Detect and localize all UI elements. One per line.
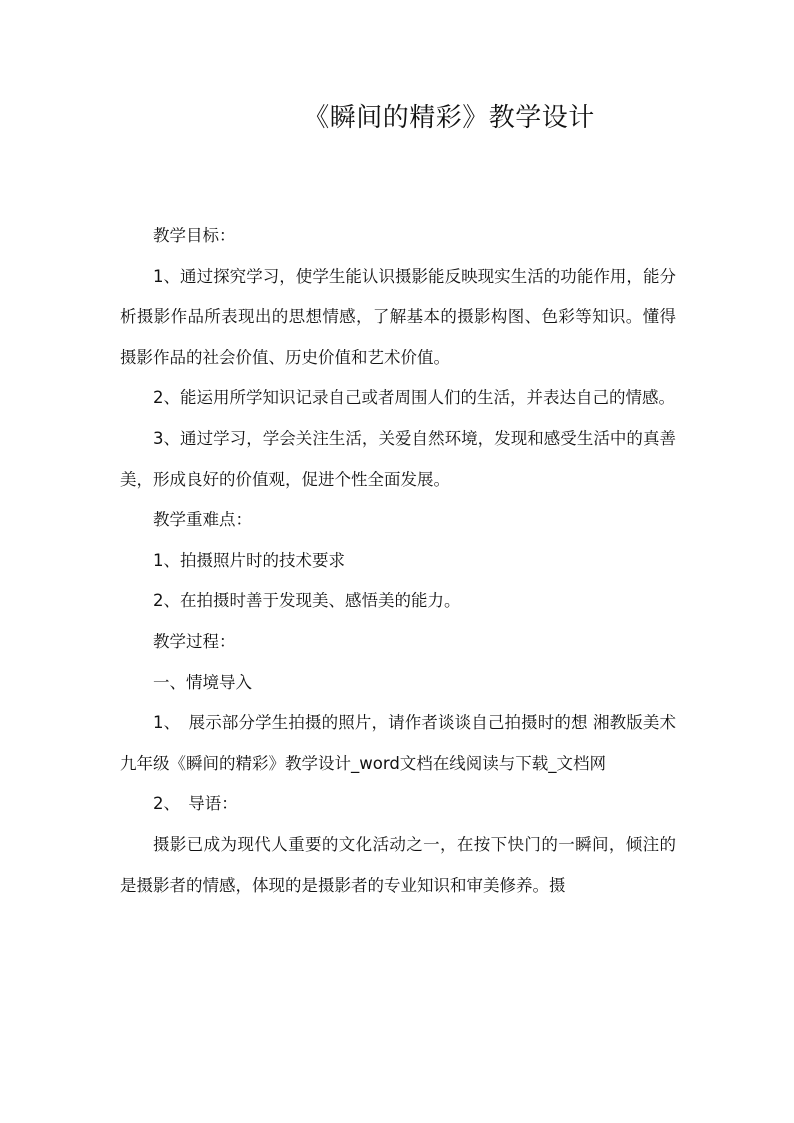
section-heading-key-points: 教学重难点：	[153, 510, 252, 530]
document-title: 《瞬间的精彩》教学设计	[303, 103, 595, 133]
process-subheading-intro: 一、情境导入	[153, 672, 252, 692]
objective-item-3: 3、通过学习，学会关注生活，关爱自然环境，发现和感受生活中的真善美，形成良好的价值观，促进个性全面发展。	[120, 428, 676, 489]
key-point-item-2: 2、在拍摄时善于发现美、感悟美的能力。	[153, 591, 461, 611]
section-heading-objectives: 教学目标：	[153, 226, 236, 245]
process-item-1: 1、 展示部分学生拍摄的照片，请作者谈谈自己拍摄时的想 湘教版美术九年级《瞬间的精彩》教学设计_word文档在线阅读与下载_文档网	[120, 713, 676, 773]
key-point-item-1: 1、拍摄照片时的技术要求	[153, 550, 345, 570]
intro-paragraph: 摄影已成为现代人重要的文化活动之一，在按下快门的一瞬间，倾注的是摄影者的情感，体现的是摄影者的专业知识和审美修养。摄	[120, 834, 676, 895]
process-item-2: 2、 导语：	[153, 794, 238, 814]
objective-item-1: 1、通过探究学习，使学生能认识摄影能反映现实生活的功能作用，能分析摄影作品所表现出的思想情感，了解基本的摄影构图、色彩等知识。懂得摄影作品的社会价值、历史价值和艺术价值。	[120, 266, 676, 367]
section-heading-process: 教学过程：	[153, 631, 236, 651]
document-body	[120, 216, 676, 906]
objective-item-2: 2、能运用所学知识记录自己或者周围人们的生活，并表达自己的情感。	[153, 388, 675, 408]
